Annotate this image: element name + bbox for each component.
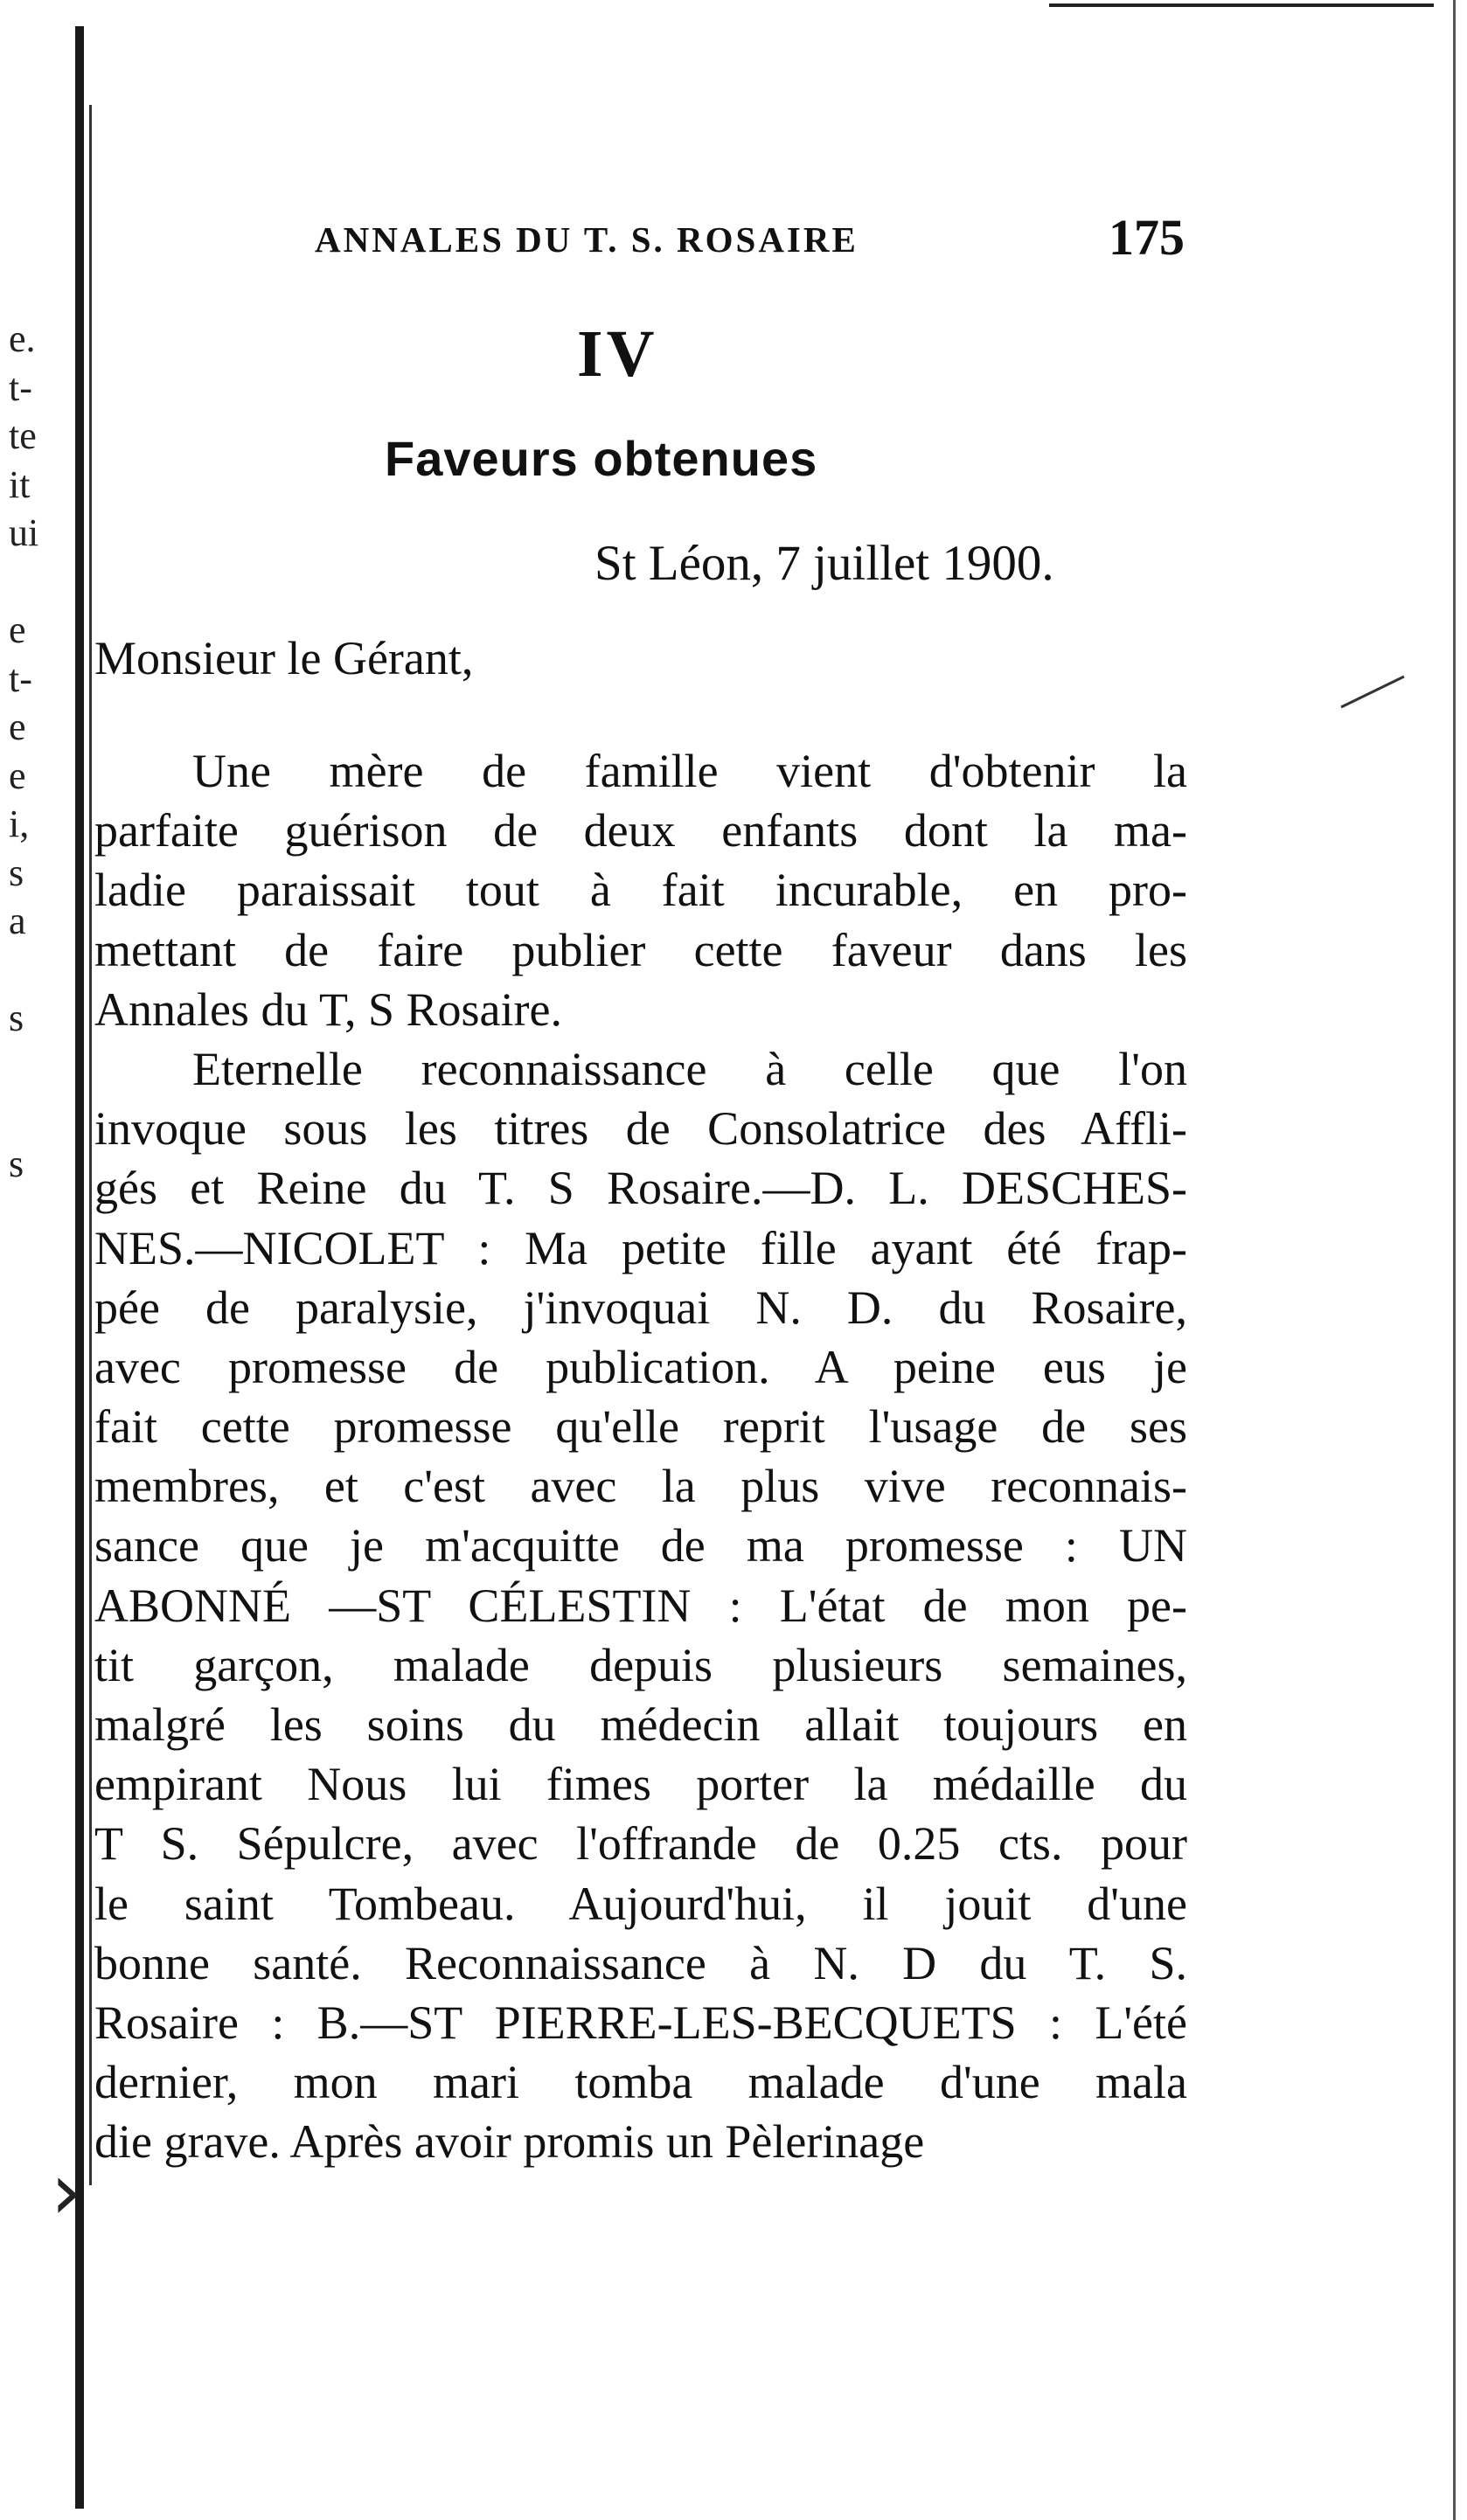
body-line: tit garçon, malade depuis plusieurs semaines, [94,1638,1187,1691]
body-line: le saint Tombeau. Aujourd'hui, il jouit d'une [94,1877,1187,1930]
section-numeral: IV [577,317,658,391]
margin-fragment: t- [9,656,32,700]
letter-salutation: Monsieur le Gérant, [94,632,474,684]
body-line: membres, et c'est avec la plus vive reconnais- [94,1460,1187,1513]
body-line: malgré les soins du médecin allait toujours en [94,1698,1187,1751]
margin-fragment [9,1431,79,1480]
body-line: ladie paraissait tout à fait incurable, en pro- [94,864,1187,917]
body-line: dernier, mon mari tomba malade d'une mala [94,2056,1187,2109]
margin-bracket-mark: › [51,2146,82,2238]
margin-fragment [9,1479,79,1528]
body-line: die grave. Après avoir promis un Pèlerinage [94,2115,925,2169]
body-text [94,741,1187,2172]
body-line: Rosaire : B.—ST PIERRE-LES-BECQUETS : L'été [94,1996,1187,2049]
margin-fragment [9,1188,79,1237]
margin-fragment [9,1576,79,1625]
body-line: bonne santé. Reconnaissance à N. D du T. S. [94,1936,1187,1989]
margin-fragment: s [9,850,24,894]
margin-fragment [9,1091,79,1140]
right-edge-rule [1453,0,1456,2520]
body-line: Eternelle reconnaissance à celle que l'on [192,1042,1187,1095]
body-line: Une mère de famille vient d'obtenir la [192,745,1187,797]
margin-fragment: e [9,705,26,748]
page-number: 175 [1109,209,1185,266]
body-line: parfaite guérison de deux enfants dont la ma- [94,804,1187,857]
running-header: ANNALES DU T. S. ROSAIRE [315,219,859,260]
body-line: invoque sous les titres de Consolatrice des Affli- [94,1102,1187,1156]
section-title: Faveurs obtenues [385,431,818,486]
margin-fragment: it [9,462,31,506]
margin-fragment: te [9,414,37,457]
margin-fragment: i, [9,802,30,845]
body-line: gés et Reine du T. S Rosaire.—D. L. DESCHES- [94,1162,1187,1215]
body-line: avec promesse de publication. A peine eus je [94,1340,1187,1393]
body-line: mettant de faire publier cette faveur dans les [94,923,1187,976]
binding-gutter-rule-thin [89,105,92,2185]
body-line: sance que je m'acquitte de ma promesse : UN [94,1519,1187,1572]
body-line: Annales du T, S Rosaire. [94,982,562,1036]
body-line: pée de paralysie, j'invoquai N. D. du Rosaire, [94,1281,1187,1334]
letter-place-date: St Léon, 7 juillet 1900. [594,536,1054,591]
margin-fragment [9,1237,79,1286]
stray-pen-mark [1340,676,1404,709]
top-edge-rule [1049,3,1434,7]
margin-fragment: t- [9,365,32,409]
margin-fragment [9,1043,79,1092]
body-line: T S. Sépulcre, avec l'offrande de 0.25 cts. pour [94,1817,1187,1871]
margin-fragment: a [9,899,26,942]
margin-fragment: e [9,753,26,797]
body-line: NES.—NICOLET : Ma petite fille ayant été frap- [94,1221,1187,1274]
margin-fragment [9,1334,79,1383]
margin-fragment: e. [9,317,36,360]
margin-fragment: e [9,608,26,651]
margin-fragment: ui [9,511,39,554]
margin-fragment [9,558,79,607]
margin-fragment [9,1382,79,1431]
body-line: empirant Nous lui fimes porter la médaille du [94,1758,1187,1811]
body-line: ABONNÉ —ST CÉLESTIN : L'état de mon pe- [94,1579,1187,1632]
margin-fragment [9,1285,79,1334]
body-line: fait cette promesse qu'elle reprit l'usage de ses [94,1400,1187,1454]
margin-fragment [9,1528,79,1577]
previous-page-margin-fragments [0,315,79,1625]
margin-fragment [9,946,79,995]
margin-fragment: s [9,996,24,1039]
margin-fragment: s [9,1142,24,1185]
